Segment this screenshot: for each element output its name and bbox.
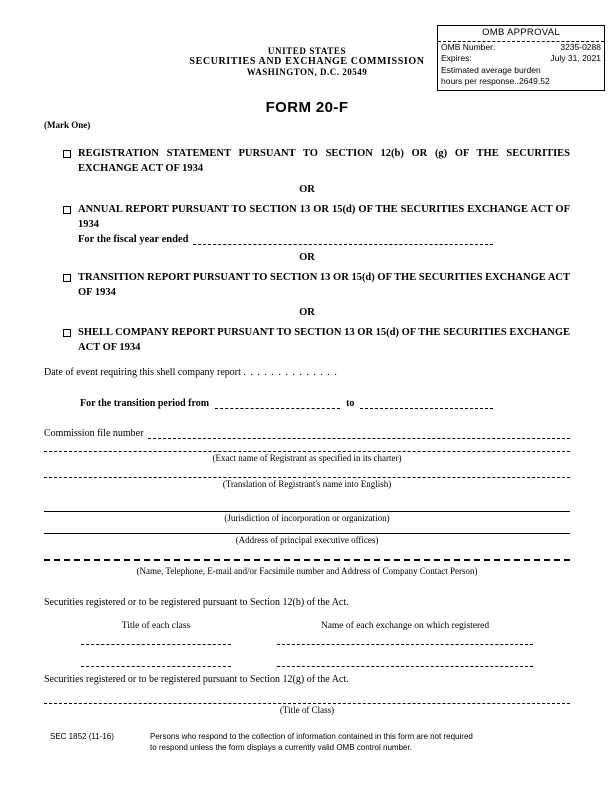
omb-burden-line2: hours per response..2649.52 — [441, 76, 550, 87]
transition-report-item — [44, 271, 570, 301]
omb-number-label: OMB Number: — [441, 41, 496, 52]
title-of-class-field[interactable] — [44, 703, 570, 704]
address-caption: (Address of principal executive offices) — [235, 535, 379, 546]
commission-file-label: Commission file number — [44, 428, 144, 440]
jurisdiction-caption: (Jurisdiction of incorporation or organization) — [224, 513, 390, 524]
shell-company-item — [44, 326, 570, 356]
agency-line-sec: SECURITIES AND EXCHANGE COMMISSION — [189, 56, 425, 67]
mark-one-label: (Mark One) — [44, 120, 91, 130]
transition-report-checkbox[interactable] — [63, 274, 71, 282]
transition-to-label: to — [346, 398, 355, 410]
exchange-field-1[interactable] — [277, 644, 533, 645]
fiscal-year-line — [78, 234, 570, 245]
registration-statement-checkbox[interactable] — [63, 150, 71, 158]
date-of-event-field[interactable]: . . . . . . . . . . . . . . — [243, 367, 338, 379]
fiscal-year-ended-field[interactable] — [193, 234, 493, 245]
agency-line-washington: WASHINGTON, D.C. 20549 — [246, 67, 368, 77]
paperwork-notice: Persons who respond to the collection of information contained in this form are not required to respond unless the form displays a currently valid OMB control number. — [150, 732, 473, 752]
annual-report-label: ANNUAL REPORT PURSUANT TO SECTION 13 OR 15(d) OF THE SECURITIES EXCHANGE ACT OF 1934 — [78, 203, 570, 230]
transition-period-label: For the transition period from — [80, 398, 210, 410]
registrant-name-field[interactable] — [44, 451, 570, 452]
exchange-header: Name of each exchange on which registered — [320, 621, 490, 632]
omb-expires-label: Expires: — [441, 53, 472, 64]
class-field-2[interactable] — [81, 666, 231, 667]
jurisdiction-field[interactable] — [44, 511, 570, 512]
transition-report-label: TRANSITION REPORT PURSUANT TO SECTION 13 OR 15(d) OF THE SECURITIES EXCHANGE ACT OF 1934 — [78, 271, 570, 298]
sec-form-code: SEC 1852 (11-16) — [50, 732, 114, 742]
commission-file-line — [44, 428, 570, 439]
sec12b-text: Securities registered or to be registered pursuant to Section 12(b) of the Act. — [44, 597, 349, 609]
or-separator-3: OR — [299, 307, 315, 319]
transition-period-line — [44, 398, 570, 409]
exchange-field-2[interactable] — [277, 666, 533, 667]
annual-report-item — [44, 203, 570, 245]
securities-row-2 — [44, 666, 570, 667]
commission-file-field[interactable] — [148, 428, 570, 439]
contact-caption: (Name, Telephone, E-mail and/or Facsimile number and Address of Company Contact Person) — [136, 566, 478, 577]
address-field[interactable] — [44, 533, 570, 534]
omb-number-value: 3235-0288 — [560, 41, 601, 52]
date-of-event-label: Date of event requiring this shell company report — [44, 367, 241, 379]
checkbox-list — [44, 147, 570, 356]
contact-person-field[interactable] — [44, 559, 570, 561]
transition-from-field[interactable] — [215, 398, 340, 409]
exact-name-caption: (Exact name of Registrant as specified in its charter) — [212, 453, 402, 464]
title-of-class-header: Title of each class — [121, 621, 191, 632]
registration-statement-label: REGISTRATION STATEMENT PURSUANT TO SECTION 12(b) OR (g) OF THE SECURITIES EXCHANGE ACT OF 1934 — [78, 148, 570, 174]
class-field-1[interactable] — [81, 644, 231, 645]
agency-line-united-states: UNITED STATES — [267, 46, 347, 56]
form-title: FORM 20-F — [265, 99, 349, 116]
shell-company-label: SHELL COMPANY REPORT PURSUANT TO SECTION 13 OR 15(d) OF THE SECURITIES EXCHANGE ACT OF 1934 — [78, 327, 570, 354]
transition-to-field[interactable] — [360, 398, 493, 409]
fiscal-year-label: For the fiscal year ended — [78, 233, 189, 245]
registration-statement-item — [44, 147, 570, 177]
page-footer — [44, 732, 570, 753]
shell-company-checkbox[interactable] — [63, 329, 71, 337]
annual-report-checkbox[interactable] — [63, 206, 71, 214]
omb-approval-box — [437, 25, 605, 91]
securities-column-headers — [44, 621, 570, 631]
or-separator-1: OR — [299, 183, 315, 195]
translation-caption: (Translation of Registrant's name into English) — [222, 479, 392, 490]
title-of-class-caption: (Title of Class) — [279, 705, 335, 716]
omb-expires-value: July 31, 2021 — [550, 53, 601, 64]
or-separator-2: OR — [299, 251, 315, 263]
date-of-event-line — [44, 367, 570, 378]
translated-name-field[interactable] — [44, 477, 570, 478]
omb-box-title: OMB APPROVAL — [438, 26, 604, 42]
securities-row-1 — [44, 644, 570, 645]
sec12g-text: Securities registered or to be registered pursuant to Section 12(g) of the Act. — [44, 674, 349, 686]
omb-burden-line1: Estimated average burden — [441, 64, 541, 75]
